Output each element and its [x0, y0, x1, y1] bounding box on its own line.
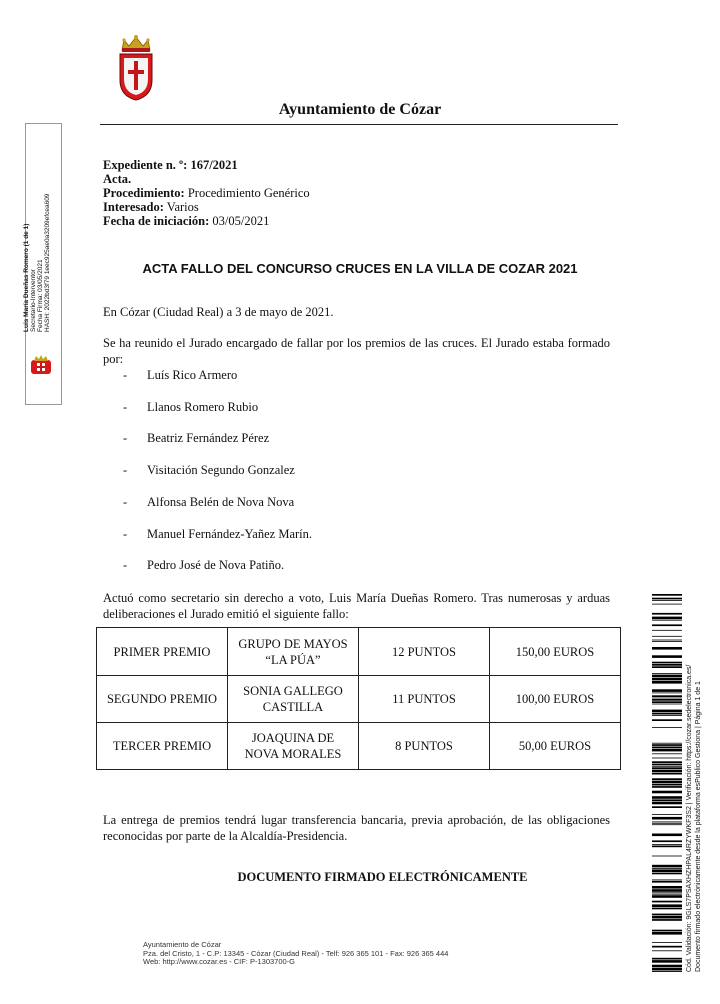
winner-cell: SONIA GALLEGO CASTILLA [228, 676, 359, 723]
footer-line: Web: http://www.cozar.es - CIF: P-1303700-G [143, 957, 296, 967]
prize-cell: PRIMER PREMIO [97, 628, 228, 676]
payment-paragraph: La entrega de premios tendrá lugar transferencia bancaria, previa aprobación, de las obligaciones reconocidas por parte de la Alcaldía-Presidencia. [103, 813, 610, 843]
expediente-line: Expediente n. º: 167/2021 [103, 158, 238, 172]
header-divider [100, 124, 618, 125]
acta-line: Acta. [103, 172, 132, 186]
coat-of-arms-logo [116, 34, 156, 102]
points-cell: 11 PUNTOS [359, 676, 490, 723]
signature-hash: HASH: 2022bd3f79 1eec925ae0a3209efcea609 [44, 193, 51, 332]
signer-name: Luis María Dueñas Romero (1 de 1) [23, 223, 30, 332]
table-row [97, 628, 621, 676]
signature-stamp [23, 132, 63, 332]
fecha-iniciacion-line: Fecha de iniciación: 03/05/2021 [103, 214, 270, 228]
footer [143, 941, 448, 967]
prize-cell: TERCER PREMIO [97, 723, 228, 770]
table-row [97, 723, 621, 770]
interesado-line: Interesado: Varios [103, 200, 199, 214]
points-cell: 12 PUNTOS [359, 628, 490, 676]
amount-cell: 100,00 EUROS [490, 676, 621, 723]
stamp-logo-icon [29, 354, 53, 376]
footer-line: Ayuntamiento de Cózar [143, 940, 222, 949]
procedimiento-line: Procedimiento: Procedimiento Genérico [103, 186, 310, 200]
secretary-paragraph: Actuó como secretario sin derecho a voto, Luis María Dueñas Romero. Tras numerosas y arduas deliberaciones el Jurado emitió el siguiente fallo: [103, 591, 610, 621]
footer-line: Pza. del Cristo, 1 - C.P: 13345 - Cózar (Ciudad Real) - Telf: 926 365 101 - Fax: 926 365 444 [143, 948, 449, 958]
barcode [652, 594, 682, 972]
verification-line: Documento firmado electrónicamente desde la plataforma esPublico Gestiona | Página 1 de 1 [694, 681, 702, 972]
signer-role: Secretario-Interventor [30, 269, 37, 332]
header-title: Ayuntamiento de Cózar [278, 101, 442, 118]
verification-text [686, 594, 716, 972]
document-title: ACTA FALLO DEL CONCURSO CRUCES EN LA VILLA DE COZAR 2021 [142, 261, 578, 276]
prize-cell: SEGUNDO PREMIO [97, 676, 228, 723]
winner-cell: JOAQUINA DE NOVA MORALES [228, 723, 359, 770]
amount-cell: 150,00 EUROS [490, 628, 621, 676]
table-row [97, 676, 621, 723]
verification-line: Cód. Validación: 9GLS7PSAXHZHPAL4RZYWKF3S2 | Verificación: https://cozar.sedelectronica.es/ [686, 664, 693, 972]
signature-date: Fecha Firma: 03/05/2021 [37, 259, 44, 332]
points-cell: 8 PUNTOS [359, 723, 490, 770]
awards-table [96, 627, 621, 770]
winner-cell: GRUPO DE MAYOS “LA PÚA” [228, 628, 359, 676]
jury-intro-paragraph: Se ha reunido el Jurado encargado de fallar por los premios de las cruces. El Jurado estaba formado por: [103, 336, 610, 366]
amount-cell: 50,00 EUROS [490, 723, 621, 770]
place-date-paragraph: En Cózar (Ciudad Real) a 3 de mayo de 2021. [103, 305, 334, 319]
signed-notice: DOCUMENTO FIRMADO ELECTRÓNICAMENTE [237, 870, 528, 884]
